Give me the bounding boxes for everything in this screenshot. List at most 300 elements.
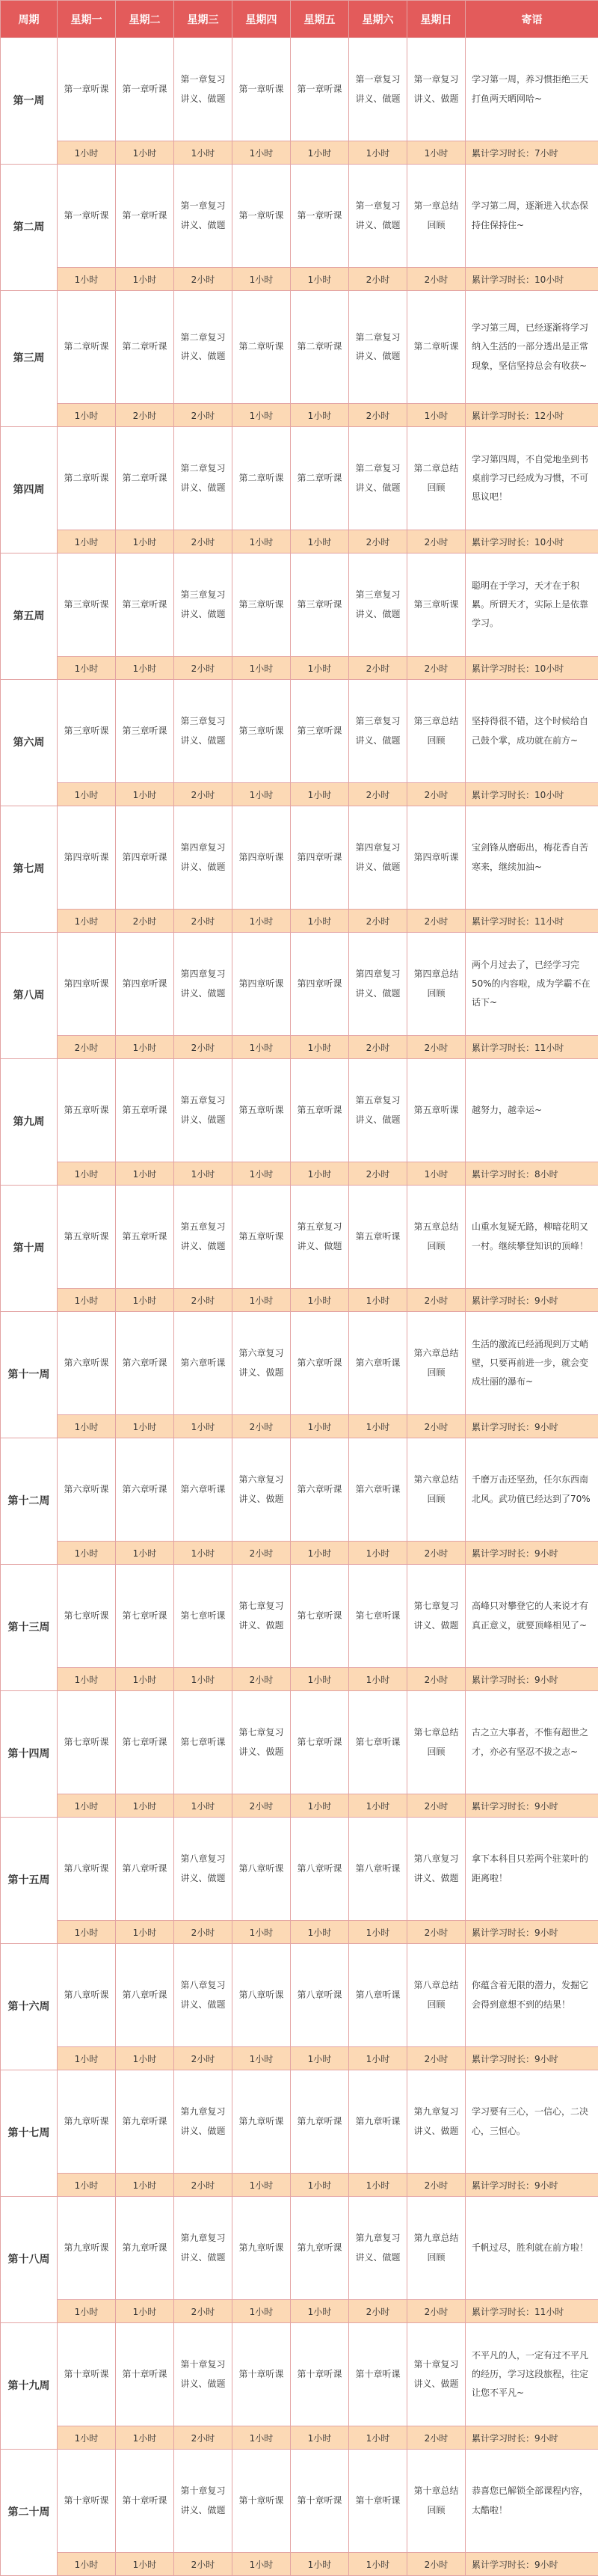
day-hours-cell: 1小时	[291, 1289, 349, 1312]
day-task-cell: 第四章复习讲义、做题	[174, 806, 232, 910]
day-task-cell: 第八章听课	[291, 1818, 349, 1921]
motivation-message: 学习第三周，已经逐渐将学习纳入生活的一部分透出是正常现象，坚信坚持总会有收获~	[466, 291, 598, 404]
day-task-cell: 第五章复习讲义、做题	[291, 1186, 349, 1289]
day-task-cell: 第五章听课	[116, 1186, 174, 1289]
hours-row	[1, 2553, 598, 2576]
hours-row	[1, 657, 598, 680]
day-task-cell: 第七章总结回顾	[407, 1691, 466, 1794]
day-hours-cell: 2小时	[232, 1794, 291, 1818]
day-hours-cell: 1小时	[174, 1542, 232, 1565]
hours-row	[1, 1921, 598, 1944]
day-task-cell: 第七章听课	[174, 1691, 232, 1794]
day-hours-cell: 1小时	[349, 1542, 407, 1565]
motivation-message: 生活的激流已经涌现到万丈峭壁，只要再前进一步，就会变成壮丽的瀑布~	[466, 1312, 598, 1415]
hours-row	[1, 1289, 598, 1312]
motivation-message: 千磨万击还坚劲，任尔东西南北风。武功值已经达到了70%	[466, 1438, 598, 1542]
day-hours-cell: 1小时	[58, 910, 116, 933]
motivation-message: 山重水复疑无路，柳暗花明又一村。继续攀登知识的顶峰！	[466, 1186, 598, 1289]
total-hours-cell: 累计学习时长：8小时	[466, 1162, 598, 1186]
day-task-cell: 第一章听课	[232, 165, 291, 268]
day-task-cell: 第九章复习讲义、做题	[174, 2197, 232, 2300]
day-task-cell: 第八章复习讲义、做题	[174, 1944, 232, 2047]
day-hours-cell: 1小时	[58, 1668, 116, 1691]
week-row	[1, 1565, 598, 1668]
hours-row	[1, 268, 598, 291]
day-task-cell: 第八章听课	[116, 1944, 174, 2047]
day-task-cell: 第一章听课	[291, 165, 349, 268]
day-task-cell: 第四章复习讲义、做题	[349, 933, 407, 1036]
day-hours-cell: 1小时	[58, 404, 116, 427]
day-hours-cell: 2小时	[174, 2553, 232, 2576]
day-hours-cell: 1小时	[58, 783, 116, 806]
day-hours-cell: 1小时	[58, 2426, 116, 2450]
day-hours-cell: 2小时	[349, 2300, 407, 2323]
day-task-cell: 第六章听课	[291, 1312, 349, 1415]
day-task-cell: 第七章听课	[349, 1565, 407, 1668]
day-hours-cell: 1小时	[291, 783, 349, 806]
day-hours-cell: 1小时	[174, 1415, 232, 1438]
day-hours-cell: 2小时	[407, 2426, 466, 2450]
day-hours-cell: 1小时	[58, 1289, 116, 1312]
day-task-cell: 第五章听课	[232, 1186, 291, 1289]
day-hours-cell: 2小时	[349, 1036, 407, 1059]
header-cell: 星期五	[291, 1, 349, 38]
day-task-cell: 第十章听课	[349, 2323, 407, 2426]
day-hours-cell: 1小时	[407, 404, 466, 427]
day-hours-cell: 1小时	[116, 268, 174, 291]
day-hours-cell: 2小时	[407, 1036, 466, 1059]
day-hours-cell: 1小时	[349, 1921, 407, 1944]
day-task-cell: 第十章听课	[291, 2323, 349, 2426]
day-task-cell: 第一章听课	[116, 165, 174, 268]
day-task-cell: 第二章复习讲义、做题	[174, 291, 232, 404]
day-task-cell: 第六章复习讲义、做题	[232, 1312, 291, 1415]
day-task-cell: 第八章听课	[58, 1944, 116, 2047]
day-task-cell: 第四章总结回顾	[407, 933, 466, 1036]
day-task-cell: 第四章听课	[291, 806, 349, 910]
day-task-cell: 第五章总结回顾	[407, 1186, 466, 1289]
week-label: 第十五周	[1, 1818, 58, 1944]
day-task-cell: 第三章复习讲义、做题	[174, 680, 232, 783]
week-label: 第八周	[1, 933, 58, 1059]
total-hours-cell: 累计学习时长：9小时	[466, 2047, 598, 2070]
day-hours-cell: 2小时	[232, 1668, 291, 1691]
week-label: 第十三周	[1, 1565, 58, 1691]
day-task-cell: 第四章听课	[116, 933, 174, 1036]
day-task-cell: 第三章复习讲义、做题	[349, 553, 407, 657]
day-hours-cell: 1小时	[349, 2426, 407, 2450]
header-cell: 星期三	[174, 1, 232, 38]
day-task-cell: 第一章复习讲义、做题	[407, 38, 466, 141]
day-task-cell: 第九章复习讲义、做题	[174, 2070, 232, 2174]
week-row	[1, 38, 598, 141]
day-hours-cell: 1小时	[232, 2300, 291, 2323]
day-task-cell: 第五章听课	[291, 1059, 349, 1162]
total-hours-cell: 累计学习时长：9小时	[466, 1921, 598, 1944]
day-hours-cell: 1小时	[58, 1415, 116, 1438]
day-task-cell: 第七章听课	[116, 1691, 174, 1794]
total-hours-cell: 累计学习时长：11小时	[466, 2300, 598, 2323]
day-hours-cell: 1小时	[349, 2174, 407, 2197]
hours-row	[1, 1542, 598, 1565]
day-task-cell: 第二章听课	[116, 427, 174, 530]
total-hours-cell: 累计学习时长：9小时	[466, 1794, 598, 1818]
day-hours-cell: 2小时	[407, 268, 466, 291]
day-task-cell: 第八章复习讲义、做题	[407, 1818, 466, 1921]
day-hours-cell: 2小时	[232, 1542, 291, 1565]
total-hours-cell: 累计学习时长：11小时	[466, 1036, 598, 1059]
day-task-cell: 第二章听课	[291, 291, 349, 404]
day-hours-cell: 1小时	[116, 1162, 174, 1186]
day-task-cell: 第六章听课	[58, 1312, 116, 1415]
day-task-cell: 第九章复习讲义、做题	[407, 2070, 466, 2174]
hours-row	[1, 2174, 598, 2197]
day-task-cell: 第五章听课	[232, 1059, 291, 1162]
day-hours-cell: 1小时	[349, 1668, 407, 1691]
day-hours-cell: 1小时	[174, 1668, 232, 1691]
day-hours-cell: 2小时	[407, 1668, 466, 1691]
day-task-cell: 第九章复习讲义、做题	[349, 2197, 407, 2300]
motivation-message: 学习第二周，逐渐进入状态保持住保持住~	[466, 165, 598, 268]
hours-row	[1, 1415, 598, 1438]
day-hours-cell: 1小时	[291, 657, 349, 680]
day-task-cell: 第一章听课	[58, 165, 116, 268]
day-task-cell: 第十章听课	[116, 2450, 174, 2553]
week-row	[1, 1944, 598, 2047]
total-hours-cell: 累计学习时长：10小时	[466, 783, 598, 806]
day-hours-cell: 1小时	[232, 657, 291, 680]
day-hours-cell: 2小时	[58, 1036, 116, 1059]
day-task-cell: 第十章总结回顾	[407, 2450, 466, 2553]
day-task-cell: 第九章听课	[116, 2070, 174, 2174]
week-row	[1, 1818, 598, 1921]
day-hours-cell: 1小时	[174, 141, 232, 165]
week-label: 第十二周	[1, 1438, 58, 1565]
week-label: 第十四周	[1, 1691, 58, 1818]
day-task-cell: 第四章听课	[232, 806, 291, 910]
week-label: 第五周	[1, 553, 58, 680]
day-hours-cell: 1小时	[116, 2553, 174, 2576]
day-task-cell: 第一章复习讲义、做题	[174, 165, 232, 268]
day-task-cell: 第四章听课	[232, 933, 291, 1036]
day-task-cell: 第九章总结回顾	[407, 2197, 466, 2300]
day-task-cell: 第二章听课	[291, 427, 349, 530]
week-label: 第十周	[1, 1186, 58, 1312]
motivation-message: 学习第四周，不自觉地坐到书桌前学习已经成为习惯，不可思议吧！	[466, 427, 598, 530]
day-task-cell: 第一章听课	[116, 38, 174, 141]
day-task-cell: 第一章听课	[232, 38, 291, 141]
day-hours-cell: 1小时	[232, 141, 291, 165]
day-hours-cell: 2小时	[407, 1415, 466, 1438]
header-cell: 星期二	[116, 1, 174, 38]
day-task-cell: 第二章听课	[407, 291, 466, 404]
day-task-cell: 第七章听课	[291, 1691, 349, 1794]
day-hours-cell: 2小时	[407, 530, 466, 553]
day-task-cell: 第二章复习讲义、做题	[349, 291, 407, 404]
day-hours-cell: 2小时	[174, 2300, 232, 2323]
day-hours-cell: 1小时	[116, 1415, 174, 1438]
motivation-message: 学习第一周，养习惯拒绝三天打鱼两天晒网哈~	[466, 38, 598, 141]
day-hours-cell: 2小时	[174, 268, 232, 291]
total-hours-cell: 累计学习时长：12小时	[466, 404, 598, 427]
week-row	[1, 1438, 598, 1542]
week-label: 第十一周	[1, 1312, 58, 1438]
day-hours-cell: 1小时	[116, 1921, 174, 1944]
week-label: 第六周	[1, 680, 58, 806]
week-label: 第四周	[1, 427, 58, 553]
day-task-cell: 第十章复习讲义、做题	[174, 2450, 232, 2553]
schedule-body	[1, 38, 598, 2576]
day-task-cell: 第三章听课	[232, 680, 291, 783]
day-task-cell: 第六章听课	[174, 1312, 232, 1415]
day-task-cell: 第八章听课	[232, 1818, 291, 1921]
week-label: 第三周	[1, 291, 58, 427]
hours-row	[1, 783, 598, 806]
day-task-cell: 第四章听课	[58, 933, 116, 1036]
day-hours-cell: 1小时	[116, 1289, 174, 1312]
day-hours-cell: 2小时	[407, 2300, 466, 2323]
day-task-cell: 第六章听课	[349, 1312, 407, 1415]
day-hours-cell: 1小时	[349, 2047, 407, 2070]
day-task-cell: 第五章听课	[116, 1059, 174, 1162]
day-hours-cell: 2小时	[174, 783, 232, 806]
day-hours-cell: 1小时	[232, 1162, 291, 1186]
day-task-cell: 第一章听课	[291, 38, 349, 141]
motivation-message: 千帆过尽，胜利就在前方啦！	[466, 2197, 598, 2300]
day-task-cell: 第六章听课	[349, 1438, 407, 1542]
day-hours-cell: 1小时	[116, 530, 174, 553]
week-label: 第十六周	[1, 1944, 58, 2070]
day-hours-cell: 2小时	[349, 910, 407, 933]
day-task-cell: 第十章复习讲义、做题	[407, 2323, 466, 2426]
week-label: 第十九周	[1, 2323, 58, 2450]
day-hours-cell: 1小时	[116, 783, 174, 806]
day-hours-cell: 1小时	[291, 2426, 349, 2450]
day-hours-cell: 1小时	[116, 141, 174, 165]
week-row	[1, 165, 598, 268]
week-label: 第二十周	[1, 2450, 58, 2576]
day-task-cell: 第三章听课	[291, 553, 349, 657]
hours-row	[1, 2047, 598, 2070]
day-task-cell: 第四章听课	[291, 933, 349, 1036]
day-hours-cell: 1小时	[291, 1036, 349, 1059]
day-task-cell: 第三章复习讲义、做题	[174, 553, 232, 657]
day-hours-cell: 2小时	[407, 2553, 466, 2576]
day-hours-cell: 1小时	[232, 404, 291, 427]
day-hours-cell: 2小时	[174, 910, 232, 933]
day-hours-cell: 2小时	[232, 1415, 291, 1438]
total-hours-cell: 累计学习时长：9小时	[466, 2553, 598, 2576]
day-task-cell: 第九章听课	[58, 2197, 116, 2300]
total-hours-cell: 累计学习时长：10小时	[466, 268, 598, 291]
total-hours-cell: 累计学习时长：11小时	[466, 910, 598, 933]
day-task-cell: 第一章复习讲义、做题	[349, 38, 407, 141]
day-task-cell: 第九章听课	[291, 2070, 349, 2174]
week-row	[1, 1312, 598, 1415]
day-hours-cell: 1小时	[116, 1036, 174, 1059]
week-label: 第一周	[1, 38, 58, 165]
day-task-cell: 第八章听课	[116, 1818, 174, 1921]
day-task-cell: 第十章复习讲义、做题	[174, 2323, 232, 2426]
day-task-cell: 第二章听课	[58, 427, 116, 530]
day-task-cell: 第四章复习讲义、做题	[174, 933, 232, 1036]
day-hours-cell: 1小时	[116, 1668, 174, 1691]
day-task-cell: 第五章听课	[349, 1186, 407, 1289]
day-hours-cell: 1小时	[232, 1036, 291, 1059]
day-hours-cell: 2小时	[407, 1542, 466, 1565]
header-cell: 星期四	[232, 1, 291, 38]
day-task-cell: 第六章总结回顾	[407, 1438, 466, 1542]
day-task-cell: 第九章听课	[116, 2197, 174, 2300]
day-task-cell: 第七章复习讲义、做题	[232, 1565, 291, 1668]
day-hours-cell: 2小时	[349, 783, 407, 806]
day-task-cell: 第六章总结回顾	[407, 1312, 466, 1415]
motivation-message: 坚持得很不错，这个时候给自己鼓个掌，成功就在前方~	[466, 680, 598, 783]
day-hours-cell: 2小时	[407, 783, 466, 806]
day-hours-cell: 2小时	[349, 404, 407, 427]
motivation-message: 学习要有三心，一信心，二决心，三恒心。	[466, 2070, 598, 2174]
day-task-cell: 第七章听课	[291, 1565, 349, 1668]
day-task-cell: 第四章听课	[116, 806, 174, 910]
day-hours-cell: 1小时	[291, 1415, 349, 1438]
day-task-cell: 第五章听课	[58, 1186, 116, 1289]
day-task-cell: 第三章听课	[232, 553, 291, 657]
header-cell: 周期	[1, 1, 58, 38]
day-hours-cell: 1小时	[407, 1162, 466, 1186]
day-task-cell: 第二章听课	[232, 427, 291, 530]
day-hours-cell: 1小时	[291, 2553, 349, 2576]
day-task-cell: 第八章听课	[349, 1818, 407, 1921]
total-hours-cell: 累计学习时长：10小时	[466, 530, 598, 553]
day-hours-cell: 2小时	[349, 530, 407, 553]
day-task-cell: 第十章听课	[349, 2450, 407, 2553]
day-hours-cell: 1小时	[58, 530, 116, 553]
week-row	[1, 1186, 598, 1289]
hours-row	[1, 1794, 598, 1818]
day-hours-cell: 1小时	[291, 404, 349, 427]
day-hours-cell: 2小时	[174, 657, 232, 680]
day-task-cell: 第四章听课	[58, 806, 116, 910]
day-hours-cell: 1小时	[116, 1794, 174, 1818]
hours-row	[1, 1036, 598, 1059]
day-hours-cell: 1小时	[116, 2047, 174, 2070]
day-hours-cell: 1小时	[232, 1921, 291, 1944]
day-task-cell: 第三章听课	[291, 680, 349, 783]
hours-row	[1, 910, 598, 933]
day-hours-cell: 2小时	[174, 1036, 232, 1059]
total-hours-cell: 累计学习时长：9小时	[466, 1542, 598, 1565]
day-task-cell: 第二章听课	[116, 291, 174, 404]
total-hours-cell: 累计学习时长：9小时	[466, 2426, 598, 2450]
day-hours-cell: 1小时	[232, 2553, 291, 2576]
day-task-cell: 第五章听课	[58, 1059, 116, 1162]
day-task-cell: 第九章听课	[232, 2197, 291, 2300]
day-hours-cell: 1小时	[291, 910, 349, 933]
motivation-message: 你蕴含着无限的潜力，发掘它会得到意想不到的结果！	[466, 1944, 598, 2047]
hours-row	[1, 530, 598, 553]
day-task-cell: 第三章听课	[58, 680, 116, 783]
day-task-cell: 第十章听课	[116, 2323, 174, 2426]
day-task-cell: 第一章复习讲义、做题	[349, 165, 407, 268]
day-hours-cell: 2小时	[407, 657, 466, 680]
motivation-message: 宝剑锋从磨砺出，梅花香自苦寒来，继续加油~	[466, 806, 598, 910]
week-label: 第七周	[1, 806, 58, 933]
day-task-cell: 第三章听课	[116, 553, 174, 657]
day-task-cell: 第十章听课	[58, 2323, 116, 2426]
day-task-cell: 第十章听课	[58, 2450, 116, 2553]
day-task-cell: 第七章复习讲义、做题	[407, 1565, 466, 1668]
day-task-cell: 第一章听课	[58, 38, 116, 141]
day-hours-cell: 1小时	[58, 141, 116, 165]
day-hours-cell: 1小时	[232, 268, 291, 291]
day-task-cell: 第三章总结回顾	[407, 680, 466, 783]
day-hours-cell: 1小时	[291, 1794, 349, 1818]
day-task-cell: 第一章总结回顾	[407, 165, 466, 268]
day-hours-cell: 1小时	[58, 2047, 116, 2070]
header-cell: 寄语	[466, 1, 598, 38]
week-label: 第十七周	[1, 2070, 58, 2197]
day-hours-cell: 2小时	[349, 268, 407, 291]
motivation-message: 恭喜您已解锁全部课程内容，太酷啦！	[466, 2450, 598, 2553]
day-hours-cell: 2小时	[174, 2426, 232, 2450]
total-hours-cell: 累计学习时长：9小时	[466, 2174, 598, 2197]
day-hours-cell: 1小时	[232, 530, 291, 553]
day-task-cell: 第八章听课	[349, 1944, 407, 2047]
day-hours-cell: 1小时	[116, 657, 174, 680]
week-row	[1, 2070, 598, 2174]
day-hours-cell: 2小时	[407, 1289, 466, 1312]
day-task-cell: 第六章听课	[116, 1312, 174, 1415]
motivation-message: 聪明在于学习，天才在于积累。所谓天才，实际上是依靠学习。	[466, 553, 598, 657]
day-hours-cell: 1小时	[58, 2553, 116, 2576]
day-task-cell: 第八章听课	[232, 1944, 291, 2047]
week-row	[1, 680, 598, 783]
day-task-cell: 第六章听课	[58, 1438, 116, 1542]
day-hours-cell: 1小时	[291, 1542, 349, 1565]
day-hours-cell: 1小时	[349, 2553, 407, 2576]
motivation-message: 高峰只对攀登它的人来说才有真正意义，就要顶峰相见了~	[466, 1565, 598, 1668]
day-hours-cell: 2小时	[174, 404, 232, 427]
motivation-message: 拿下本科目只差两个驻菜叶的距离啦！	[466, 1818, 598, 1921]
day-hours-cell: 1小时	[58, 1921, 116, 1944]
day-task-cell: 第六章听课	[291, 1438, 349, 1542]
day-hours-cell: 1小时	[232, 1289, 291, 1312]
day-hours-cell: 1小时	[232, 2047, 291, 2070]
header-cell: 星期六	[349, 1, 407, 38]
day-hours-cell: 2小时	[174, 530, 232, 553]
day-hours-cell: 2小时	[174, 1289, 232, 1312]
day-hours-cell: 1小时	[116, 1542, 174, 1565]
day-task-cell: 第三章复习讲义、做题	[349, 680, 407, 783]
total-hours-cell: 累计学习时长：9小时	[466, 1668, 598, 1691]
week-row	[1, 806, 598, 910]
day-hours-cell: 1小时	[349, 1415, 407, 1438]
day-hours-cell: 1小时	[58, 1794, 116, 1818]
total-hours-cell: 累计学习时长：9小时	[466, 1289, 598, 1312]
week-row	[1, 2323, 598, 2426]
day-hours-cell: 2小时	[407, 2047, 466, 2070]
day-task-cell: 第八章听课	[291, 1944, 349, 2047]
day-hours-cell: 1小时	[58, 2174, 116, 2197]
day-task-cell: 第十章听课	[232, 2323, 291, 2426]
total-hours-cell: 累计学习时长：10小时	[466, 657, 598, 680]
motivation-message: 古之立大事者，不惟有超世之才，亦必有坚忍不拔之志~	[466, 1691, 598, 1794]
day-hours-cell: 2小时	[407, 910, 466, 933]
day-task-cell: 第七章听课	[58, 1565, 116, 1668]
day-hours-cell: 1小时	[349, 141, 407, 165]
day-task-cell: 第六章复习讲义、做题	[232, 1438, 291, 1542]
hours-row	[1, 1162, 598, 1186]
